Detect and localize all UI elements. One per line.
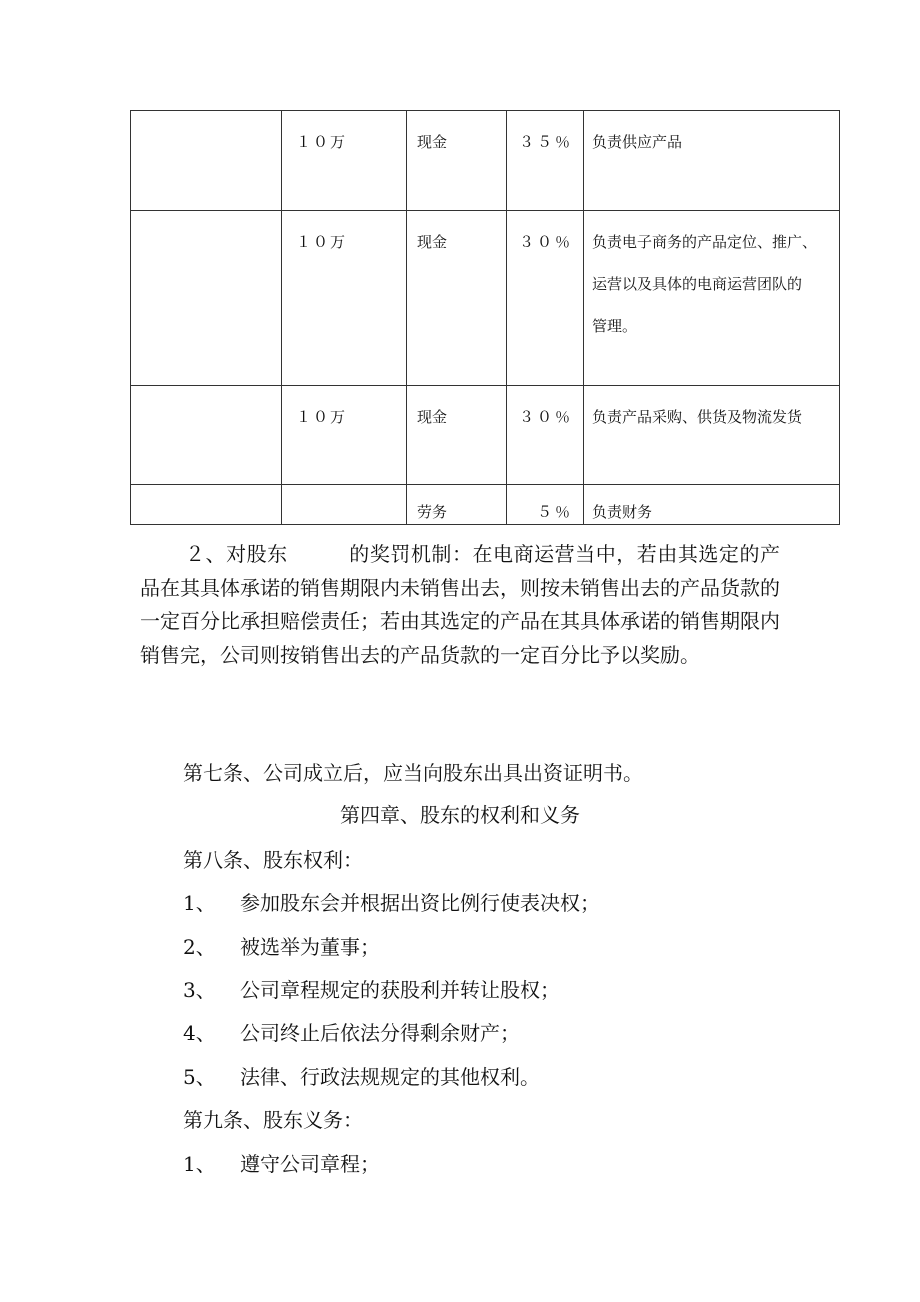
list-item-number: 4、 [183, 1021, 216, 1045]
contribution-type-cell: 劳务 [407, 485, 507, 525]
contribution-type-cell: 现金 [407, 386, 507, 485]
shareholder-cell [131, 386, 282, 485]
list-item-number: 2、 [183, 935, 216, 959]
amount-cell: １０万 [282, 211, 407, 386]
percent-cell: ３０％ [507, 386, 584, 485]
list-item-number: 3、 [183, 978, 216, 1002]
list-item-text: 遵守公司章程； [240, 1152, 380, 1176]
list-item-number: 1、 [183, 1152, 216, 1176]
list-item-text: 法律、行政法规规定的其他权利。 [240, 1065, 540, 1089]
list-item-number: 5、 [183, 1065, 216, 1089]
table-row [131, 211, 840, 386]
article-8-title: 第八条、股东权利： [183, 848, 363, 872]
role-cell [584, 386, 840, 485]
table-row [131, 485, 840, 525]
amount-cell: １０万 [282, 111, 407, 211]
contribution-type-cell: 现金 [407, 111, 507, 211]
percent-cell: ５％ [507, 485, 584, 525]
percent-cell: ３０％ [507, 211, 584, 386]
contribution-type-cell: 现金 [407, 211, 507, 386]
shareholder-cell [131, 485, 282, 525]
role-cell [584, 111, 840, 211]
chapter-title: 第四章、股东的权利和义务 [340, 803, 580, 827]
table-row [131, 111, 840, 211]
list-item-text: 被选举为董事； [240, 935, 380, 959]
role-line: 负责产品采购、供货及物流发货 [592, 408, 803, 426]
percent-cell: ３５％ [507, 111, 584, 211]
list-item-number: 1、 [183, 891, 216, 915]
role-line: 负责财务 [592, 503, 653, 521]
role-line: 管理。 [592, 317, 638, 335]
table-row [131, 386, 840, 485]
role-line: 运营以及具体的电商运营团队的 [592, 275, 803, 293]
shareholder-cell [131, 211, 282, 386]
role-line: 负责电子商务的产品定位、推广、 [592, 233, 818, 251]
role-cell [584, 485, 840, 525]
capital-contribution-table [130, 110, 840, 525]
shareholder-cell [131, 111, 282, 211]
amount-cell [282, 485, 407, 525]
list-item-text: 公司终止后依法分得剩余财产； [240, 1021, 520, 1045]
article-7: 第七条、公司成立后，应当向股东出具出资证明书。 [183, 761, 643, 785]
role-line: 负责供应产品 [592, 133, 683, 151]
amount-cell: １０万 [282, 386, 407, 485]
list-item-text: 公司章程规定的获股利并转让股权； [240, 978, 560, 1002]
role-cell [584, 211, 840, 386]
article-9-title: 第九条、股东义务： [183, 1108, 363, 1132]
reward-clause-paragraph: ２、对股东 的奖罚机制：在电商运营当中，若由其选定的产品在其具体承诺的销售期限内未销售出去，则按未销售出去的产品货款的一定百分比承担赔偿责任；若由其选定的产品在其具体承诺的销售期限内销售完，公司则按销售出去的产品货款的一定百分比予以奖励。 [140, 542, 780, 667]
list-item-text: 参加股东会并根据出资比例行使表决权； [240, 891, 600, 915]
